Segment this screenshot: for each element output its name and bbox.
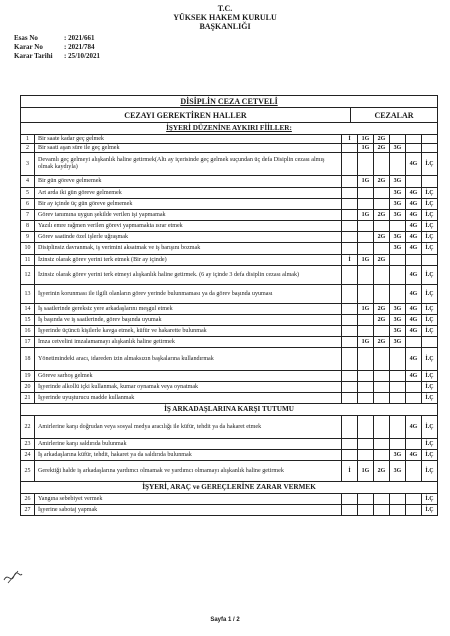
page-number: Sayfa 1 / 2 xyxy=(210,617,240,623)
row-number: 19 xyxy=(21,371,35,381)
row-number: 8 xyxy=(21,221,35,231)
karar-tarihi-value: : 25/10/2021 xyxy=(64,52,100,60)
penalty-table xyxy=(20,95,438,516)
row-number: 6 xyxy=(21,199,35,209)
penalty-cell xyxy=(406,176,422,187)
row-number: 21 xyxy=(21,393,35,403)
penalty-cell xyxy=(342,266,358,284)
penalty-cell: 3G xyxy=(390,461,406,481)
offense-text: Bir saate kadar geç gelmek xyxy=(35,135,342,143)
penalty-cell: İ.Ç xyxy=(425,372,434,379)
penalty-cell xyxy=(374,494,390,504)
penalty-cell xyxy=(422,255,437,265)
penalty-cell: İ.Ç xyxy=(425,211,434,218)
penalty-cell: 2G xyxy=(374,176,390,187)
penalty-cell xyxy=(358,494,374,504)
penalty-cell xyxy=(374,416,390,438)
penalty-cell xyxy=(374,153,390,175)
penalty-cell: 4G xyxy=(406,199,422,209)
penalty-cell xyxy=(374,243,390,254)
penalty-cell xyxy=(358,266,374,284)
penalty-cell xyxy=(406,439,422,449)
offense-text: Amirlerine karşı saldırıda bulunmak xyxy=(35,439,342,449)
table-row xyxy=(21,392,437,403)
penalty-cell xyxy=(422,176,437,187)
penalty-cell xyxy=(358,450,374,460)
penalty-cell: 4G xyxy=(406,210,422,220)
penalty-cell xyxy=(342,439,358,449)
penalty-cell xyxy=(374,382,390,392)
penalty-cell xyxy=(358,348,374,370)
header-line-1: T.C. xyxy=(217,4,233,13)
table-header-row xyxy=(21,107,437,122)
row-number: 17 xyxy=(21,337,35,347)
penalty-cell: 1G xyxy=(358,461,374,481)
penalty-cell xyxy=(390,416,406,438)
offense-text: Gerektiği halde iş arkadaşlarına yardımcı olmamak ve yardımcı olmamayı alışkanlık haline getirmek xyxy=(35,461,342,481)
penalty-cell: 4G xyxy=(406,153,422,175)
table-row xyxy=(21,336,437,347)
penalty-cell xyxy=(358,416,374,438)
penalty-cell xyxy=(358,188,374,198)
table-row xyxy=(21,242,437,254)
penalty-cell: 4G xyxy=(406,243,422,254)
penalty-cell xyxy=(374,393,390,403)
penalty-cell: 4G xyxy=(406,450,422,460)
penalty-cell xyxy=(342,232,358,242)
penalty-cell: 1G xyxy=(358,135,374,143)
row-number: 9 xyxy=(21,232,35,242)
penalty-cell xyxy=(358,326,374,336)
penalty-cell xyxy=(342,304,358,314)
row-number: 5 xyxy=(21,188,35,198)
penalty-cell xyxy=(358,153,374,175)
header-line-3: BAŞKANLIĞI xyxy=(199,22,251,31)
table-row xyxy=(21,303,437,314)
penalty-cell: 3G xyxy=(390,232,406,242)
penalty-cell: İ.Ç xyxy=(425,233,434,240)
offense-text: Disiplinsiz davranmak, iş verimini aksatmak ve iş barışını bozmak xyxy=(35,243,342,254)
penalty-cell xyxy=(374,221,390,231)
penalty-cell xyxy=(390,494,406,504)
row-number: 4 xyxy=(21,176,35,187)
penalty-cell: 4G xyxy=(406,285,422,303)
penalty-cell: 2G xyxy=(374,210,390,220)
row-number: 25 xyxy=(21,461,35,481)
penalty-cell: 1G xyxy=(358,304,374,314)
penalty-cell: 4G xyxy=(406,315,422,325)
row-number: 14 xyxy=(21,304,35,314)
penalty-cell xyxy=(342,393,358,403)
penalty-cell xyxy=(358,393,374,403)
offense-text: Art arda iki gün göreve gelmemek xyxy=(35,188,342,198)
karar-no-label: Karar No xyxy=(14,43,43,51)
penalty-cell xyxy=(390,266,406,284)
table-row xyxy=(21,449,437,460)
offense-text: İş arkadaşlarına küfür, tehdit, hakaret ya da saldırıda bulunmak xyxy=(35,450,342,460)
penalty-cell: 2G xyxy=(374,337,390,347)
penalty-cell: İ.Ç xyxy=(425,200,434,207)
penalty-cell xyxy=(374,348,390,370)
penalty-cell xyxy=(342,348,358,370)
offense-text: İşyerinde üçüncü kişilerle kavga etmek, küfür ve hakarette bulunmak xyxy=(35,326,342,336)
penalty-cell: İ.Ç xyxy=(425,316,434,323)
penalty-cell xyxy=(374,266,390,284)
offense-text: İşyerinde alkollü içki kullanmak, kumar oynamak veya oynatmak xyxy=(35,382,342,392)
penalty-cell: 4G xyxy=(406,188,422,198)
table-row xyxy=(21,143,437,152)
penalty-cell: İ.Ç xyxy=(425,467,434,474)
penalty-cell: İ.Ç xyxy=(425,495,434,502)
penalty-cell xyxy=(358,439,374,449)
penalty-cell xyxy=(390,439,406,449)
section-title: İŞYERİ DÜZENİNE AYKIRI FİİLLER: xyxy=(21,122,437,134)
penalty-cell: İ.Ç xyxy=(425,290,434,297)
section-title: İŞYERİ, ARAÇ ve GEREÇLERİNE ZARAR VERMEK xyxy=(21,481,437,493)
row-number: 16 xyxy=(21,326,35,336)
table-row xyxy=(21,254,437,265)
penalty-cell xyxy=(390,285,406,303)
row-number: 20 xyxy=(21,382,35,392)
penalty-cell xyxy=(374,188,390,198)
penalty-cell: 1G xyxy=(358,176,374,187)
penalty-cell: 3G xyxy=(390,337,406,347)
offense-text: Görev tanımına uygun şekilde verilen işi yapmamak xyxy=(35,210,342,220)
penalty-cell xyxy=(342,210,358,220)
penalty-cell: 2G xyxy=(374,144,390,152)
penalty-cell: 2G xyxy=(374,304,390,314)
penalty-cell: İ.Ç xyxy=(425,394,434,401)
offense-text: Amirlerine karşı doğrudan veya sosyal medya aracılığı ile küfür, tehdit ya da hakaret etmek xyxy=(35,416,342,438)
table-row xyxy=(21,152,437,175)
table-row xyxy=(21,284,437,303)
karar-no-row xyxy=(14,43,100,52)
penalty-cell: İ.Ç xyxy=(425,383,434,390)
offense-text: İşyerinde uyuşturucu madde kullanmak xyxy=(35,393,342,403)
penalty-cell xyxy=(374,285,390,303)
penalty-cell xyxy=(390,505,406,515)
header-penalties: CEZALAR xyxy=(374,110,414,120)
penalty-cell xyxy=(374,371,390,381)
table-row xyxy=(21,370,437,381)
penalty-cell: İ.Ç xyxy=(425,440,434,447)
header-offenses: CEZAYI GEREKTİREN HALLER xyxy=(21,108,351,122)
row-number: 15 xyxy=(21,315,35,325)
penalty-cell xyxy=(358,505,374,515)
penalty-cell: 1G xyxy=(358,210,374,220)
penalty-cell xyxy=(406,255,422,265)
penalty-cell: 2G xyxy=(374,135,390,143)
penalty-cell xyxy=(374,439,390,449)
penalty-cell: 1G xyxy=(358,337,374,347)
penalty-cell xyxy=(342,315,358,325)
esas-no-row xyxy=(14,34,100,43)
penalty-cell xyxy=(342,176,358,187)
row-number: 11 xyxy=(21,255,35,265)
penalty-cell xyxy=(358,382,374,392)
penalty-cell: 1G xyxy=(358,144,374,152)
offense-text: Yazılı emre rağmen verilen görevi yapmamakta ısrar etmek xyxy=(35,221,342,231)
penalty-cell xyxy=(374,199,390,209)
offense-text: İşyerinin korunması ile ilgili olanların görev yerinde bulunmaması ya da görev başında uyuması xyxy=(35,285,342,303)
penalty-cell xyxy=(358,371,374,381)
row-number: 22 xyxy=(21,416,35,438)
penalty-cell: İ.Ç xyxy=(425,451,434,458)
offense-text: Göreve sarhoş gelmek xyxy=(35,371,342,381)
penalty-cell: 3G xyxy=(390,315,406,325)
penalty-cell: İ.Ç xyxy=(425,423,434,430)
penalty-cell: 3G xyxy=(390,304,406,314)
section-title: İŞ ARKADAŞLARINA KARŞI TUTUMU xyxy=(21,403,437,415)
penalty-cell: 2G xyxy=(374,315,390,325)
penalty-cell: İ xyxy=(342,461,358,481)
penalty-cell: 3G xyxy=(390,176,406,187)
row-number: 2 xyxy=(21,144,35,152)
row-number: 10 xyxy=(21,243,35,254)
penalty-cell xyxy=(406,461,422,481)
penalty-cell xyxy=(342,505,358,515)
penalty-cell xyxy=(358,243,374,254)
penalty-cell: 3G xyxy=(390,326,406,336)
row-number: 26 xyxy=(21,494,35,504)
table-row xyxy=(21,175,437,187)
penalty-cell: 4G xyxy=(406,221,422,231)
penalty-cell: 2G xyxy=(374,255,390,265)
penalty-cell xyxy=(358,199,374,209)
penalty-cell xyxy=(342,494,358,504)
penalty-cell xyxy=(390,382,406,392)
table-row xyxy=(21,381,437,392)
offense-text: Yangına sebebiyet vermek xyxy=(35,494,342,504)
penalty-cell xyxy=(342,188,358,198)
penalty-cell xyxy=(374,450,390,460)
table-row xyxy=(21,415,437,438)
offense-text: Yönetimindeki aracı, idareden izin almaksızın başkalarına kullandırmak xyxy=(35,348,342,370)
penalty-cell xyxy=(342,153,358,175)
penalty-cell: İ.Ç xyxy=(425,271,434,278)
penalty-cell: İ.Ç xyxy=(425,355,434,362)
penalty-cell: 4G xyxy=(406,348,422,370)
penalty-cell: 4G xyxy=(406,416,422,438)
offense-text: Görev saatinde özel işlerle uğraşmak xyxy=(35,232,342,242)
penalty-cell xyxy=(342,450,358,460)
penalty-cell: İ.Ç xyxy=(425,245,434,251)
penalty-cell: 3G xyxy=(390,243,406,254)
offense-text: Bir ay içinde üç gün göreve gelmemek xyxy=(35,199,342,209)
penalty-cell xyxy=(390,255,406,265)
penalty-cell: 3G xyxy=(390,199,406,209)
penalty-cell xyxy=(422,337,437,347)
penalty-cell xyxy=(422,144,437,152)
penalty-cell xyxy=(358,315,374,325)
penalty-cell: İ xyxy=(342,135,358,143)
row-number: 12 xyxy=(21,266,35,284)
penalty-cell: 2G xyxy=(374,232,390,242)
offense-text: İzinsiz olarak görev yerini terk etmeyi alışkanlık haline getirmek. (6 ay içinde 3 defa disiplin cezası almak) xyxy=(35,266,342,284)
penalty-cell xyxy=(406,144,422,152)
penalty-cell: 4G xyxy=(406,326,422,336)
penalty-cell: 4G xyxy=(406,232,422,242)
penalty-cell: İ.Ç xyxy=(425,305,434,312)
offense-text: Bir gün göreve gelmemek xyxy=(35,176,342,187)
penalty-cell: 3G xyxy=(390,450,406,460)
table-row xyxy=(21,209,437,220)
penalty-cell: İ.Ç xyxy=(425,160,434,167)
penalty-cell xyxy=(342,416,358,438)
penalty-cell: İ.Ç xyxy=(425,222,434,229)
penalty-cell xyxy=(390,221,406,231)
offense-text: İşyerine sabotaj yapmak xyxy=(35,505,342,515)
penalty-cell xyxy=(342,243,358,254)
penalty-cell xyxy=(342,371,358,381)
penalty-cell xyxy=(406,494,422,504)
table-row xyxy=(21,134,437,143)
row-number: 13 xyxy=(21,285,35,303)
penalty-cell: 3G xyxy=(390,210,406,220)
penalty-cell xyxy=(406,135,422,143)
penalty-cell: 3G xyxy=(390,188,406,198)
offense-text: İzinsiz olarak görev yerini terk etmek (Bir ay içinde) xyxy=(35,255,342,265)
penalty-cell: İ xyxy=(342,255,358,265)
penalty-cell xyxy=(358,232,374,242)
penalty-cell xyxy=(422,135,437,143)
penalty-cell xyxy=(390,371,406,381)
penalty-cell xyxy=(342,221,358,231)
row-number: 18 xyxy=(21,348,35,370)
penalty-cell xyxy=(358,221,374,231)
penalty-cell xyxy=(374,326,390,336)
table-row xyxy=(21,187,437,198)
table-row xyxy=(21,231,437,242)
table-row xyxy=(21,347,437,370)
penalty-cell: İ.Ç xyxy=(425,189,434,196)
penalty-cell xyxy=(390,153,406,175)
penalty-cell: İ.Ç xyxy=(425,506,434,513)
esas-no-label: Esas No xyxy=(14,34,38,42)
penalty-cell: 3G xyxy=(390,144,406,152)
offense-text: Devamlı geç gelmeyi alışkanlık haline getirmek(Altı ay içerisinde geç gelmek suçundan üç defa Disiplin cezası almış olmak kaydıyla) xyxy=(35,153,342,175)
table-title: DİSİPLİN CEZA CETVELİ xyxy=(180,97,278,106)
table-row xyxy=(21,198,437,209)
karar-no-value: : 2021/784 xyxy=(64,43,95,51)
penalty-cell: 1G xyxy=(358,255,374,265)
penalty-cell: 2G xyxy=(374,461,390,481)
penalty-cell xyxy=(406,382,422,392)
penalty-cell xyxy=(358,285,374,303)
penalty-cell xyxy=(342,285,358,303)
table-row xyxy=(21,265,437,284)
penalty-cell xyxy=(390,348,406,370)
penalty-cell: İ.Ç xyxy=(425,327,434,334)
karar-tarihi-row xyxy=(14,52,100,61)
table-row xyxy=(21,504,437,515)
row-number: 3 xyxy=(21,153,35,175)
penalty-cell xyxy=(342,337,358,347)
table-row xyxy=(21,493,437,504)
offense-text: İmza cetvelini imzalamamayı alışkanlık haline getirmek xyxy=(35,337,342,347)
row-number: 24 xyxy=(21,450,35,460)
penalty-cell xyxy=(406,393,422,403)
penalty-cell: 4G xyxy=(406,266,422,284)
penalty-cell xyxy=(342,199,358,209)
row-number: 23 xyxy=(21,439,35,449)
offense-text: Bir saati aşan süre ile geç gelmek xyxy=(35,144,342,152)
penalty-cell xyxy=(342,144,358,152)
row-number: 7 xyxy=(21,210,35,220)
penalty-cell xyxy=(342,382,358,392)
penalty-cell xyxy=(406,505,422,515)
karar-tarihi-label: Karar Tarihi xyxy=(14,52,53,60)
table-row xyxy=(21,314,437,325)
row-number: 1 xyxy=(21,135,35,143)
penalty-cell xyxy=(390,393,406,403)
header-line-2: YÜKSEK HAKEM KURULU xyxy=(173,13,277,22)
signature-mark xyxy=(2,568,24,586)
offense-text: İş başında ve iş saatlerinde, görev başında uyumak xyxy=(35,315,342,325)
table-row xyxy=(21,438,437,449)
penalty-cell xyxy=(406,337,422,347)
case-metadata xyxy=(14,34,100,61)
offense-text: İş saatlerinde gereksiz yere arkadaşlarını meşgul etmek xyxy=(35,304,342,314)
penalty-cell: 4G xyxy=(406,371,422,381)
table-row xyxy=(21,325,437,336)
table-row xyxy=(21,220,437,231)
penalty-cell xyxy=(374,505,390,515)
row-number: 27 xyxy=(21,505,35,515)
penalty-cell xyxy=(390,135,406,143)
esas-no-value: : 2021/661 xyxy=(64,34,95,42)
table-row xyxy=(21,460,437,481)
penalty-cell: 4G xyxy=(406,304,422,314)
penalty-cell xyxy=(342,326,358,336)
document-header xyxy=(0,4,450,31)
